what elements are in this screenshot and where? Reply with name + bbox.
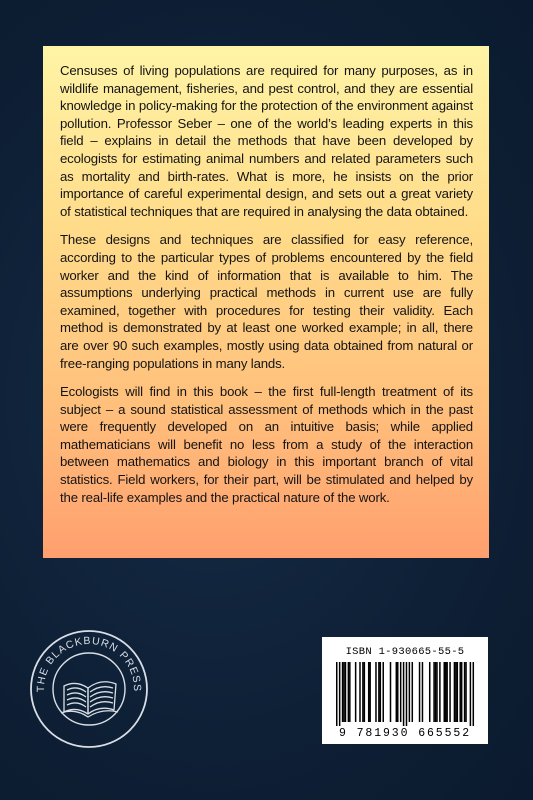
barcode-bar <box>449 662 451 722</box>
barcode-bar <box>369 662 371 722</box>
barcode-bar <box>455 662 457 722</box>
barcode-bar <box>454 662 456 722</box>
barcode-bar <box>339 662 341 726</box>
barcode-bar <box>400 662 402 722</box>
barcode-bar <box>349 662 351 722</box>
barcode-bar <box>429 662 431 722</box>
barcode-bar <box>470 662 472 726</box>
barcode-bar <box>465 662 467 722</box>
barcode-bar <box>342 662 344 722</box>
isbn-label: ISBN 1-930665-55-5 <box>345 646 465 658</box>
open-book-seal-icon <box>61 682 118 717</box>
blurb-paragraph-2: These designs and techniques are classified for easy reference, according to the particular types of problems encountered by the field worker and the kind of information that is available to him. The assumptions underlying practical methods in current use are fully examined, together with procedures for testing their validity. Each method is demonstrated by at least one worked example; in all, there are over 90 such examples, mostly using data obtained from natural or free-ranging populations in many lands. <box>60 232 473 371</box>
barcode-bar <box>473 662 475 726</box>
barcode-bar <box>359 662 361 722</box>
barcode-bar <box>345 662 347 722</box>
barcode-bar <box>464 662 466 722</box>
barcode-bar <box>412 662 414 722</box>
barcode-bar <box>436 662 438 722</box>
barcode-bar <box>375 662 377 722</box>
publisher-name: THE BLACKBURN PRESS <box>34 634 144 693</box>
barcode-bar <box>362 662 364 722</box>
barcode-bar <box>443 662 445 722</box>
logo-outer-ring <box>31 631 147 747</box>
barcode-bar <box>461 662 463 722</box>
ean-digits: 9 781930 665552 <box>338 727 472 740</box>
barcode-bar <box>433 662 435 722</box>
barcode-bar <box>403 662 405 726</box>
barcode-bar <box>439 662 441 722</box>
barcode-bar <box>378 662 380 722</box>
barcode-bar <box>368 662 370 722</box>
barcode-bar <box>459 662 461 722</box>
barcode-bar <box>445 662 447 722</box>
barcode-bar <box>382 662 384 722</box>
publisher-logo <box>28 628 150 750</box>
isbn-barcode <box>322 637 488 744</box>
barcode-bar <box>409 662 411 722</box>
blurb-paragraph-1: Censuses of living populations are required for many purposes, as in wildlife management, fisheries, and pest control, and they are essential knowledge in policy-making for the protection of the environment against pollution. Professor Seber – one of the world’s leading experts in this field – explains in detail the methods that have been developed by ecologists for estimating animal numbers and related parameters such as mortality and birth-rates. What is more, he insists on the prior importance of careful experimental design, and sets out a great variety of statistical techniques that are required in analysing the data obtained. <box>60 63 473 219</box>
barcode-bar <box>348 662 350 722</box>
barcode-bar <box>419 662 421 722</box>
barcode-bar <box>336 662 338 726</box>
barcode-bar <box>396 662 398 722</box>
barcode-bar <box>397 662 399 722</box>
barcode-bar <box>364 662 366 722</box>
barcode-bars <box>331 662 479 726</box>
barcode-bar <box>435 662 437 722</box>
barcode-bar <box>380 662 382 722</box>
barcode-bar <box>355 662 357 722</box>
barcode-bar <box>422 662 424 722</box>
blurb-paragraph-3: Ecologists will find in this book – the first full-length treatment of its subject – a sound statistical assessment of methods which in the past were frequently developed on an intuitive basis; while applied mathematicians will benefit no less from a study of the interaction between mathematics and biology in this important branch of vital statistics. Field workers, for their part, will be stimulated and helped by the real-life examples and the practical nature of the work. <box>60 384 473 505</box>
barcode-bar <box>446 662 448 722</box>
barcode-bar <box>406 662 408 726</box>
blurb-box <box>43 46 489 558</box>
barcode-bar <box>390 662 392 722</box>
barcode-bar <box>457 662 459 722</box>
barcode-bar <box>343 662 345 722</box>
